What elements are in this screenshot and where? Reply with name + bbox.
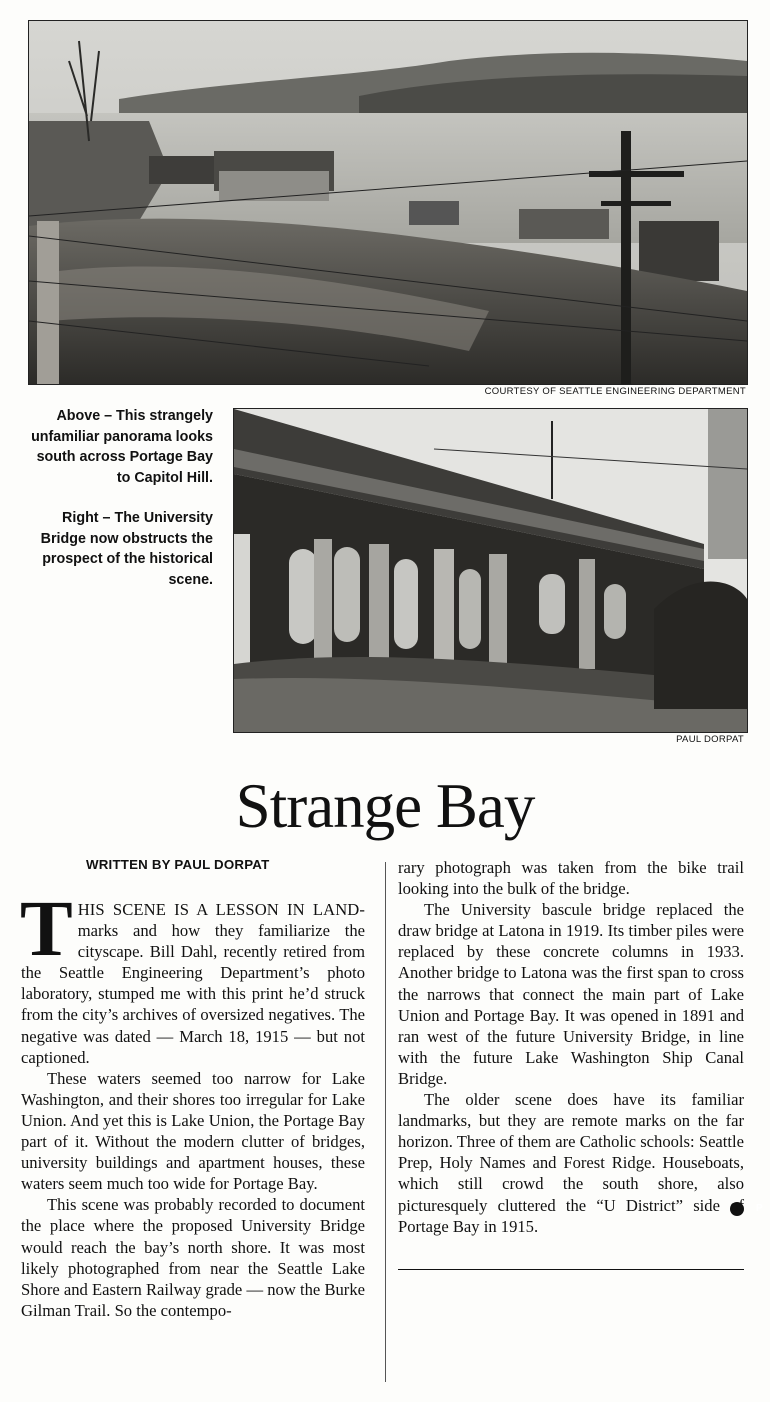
article-paragraph-3: This scene was probably recorded to document the place where the proposed University Bridge would reach the bay’s north shore. It was most likely photographed from near the Seattle Lake Shore and Eastern Railway grade — now the Burke Gilman Trail. So the contempo- [21, 1195, 365, 1320]
article-column-1 [20, 886, 365, 1321]
end-mark-icon: P [730, 1202, 744, 1216]
contemporary-photo-university-bridge [233, 408, 748, 733]
article-paragraph-1 [20, 886, 365, 1068]
column-divider [385, 862, 386, 1382]
photo-caption [28, 406, 213, 610]
article-column-2 [398, 857, 763, 1237]
historical-photo-portage-bay [28, 20, 748, 385]
photo-credit-historical: COURTESY OF SEATTLE ENGINEERING DEPARTMENT [484, 386, 746, 397]
lead-in-caps: HIS SCENE IS A LESSON IN LAND- [77, 900, 365, 919]
caption-right: Right – The University Bridge now obstructs the prospect of the historical scene. [40, 510, 213, 588]
caption-above: Above – This strangely unfamiliar panorama looks south across Portage Bay to Capitol Hill. [31, 408, 213, 486]
article-end-rule [398, 1269, 744, 1270]
article-paragraph-3-continued: rary photograph was taken from the bike trail looking into the bulk of the bridge. [398, 858, 744, 899]
drop-cap: T [20, 886, 73, 973]
article-paragraph-2: These waters seemed too narrow for Lake Washington, and their shores too irregular for Lake Union. And yet this is Lake Union, the Portage Bay part of it. Without the modern clutter of bridges, university buildings and apartment houses, these waters seem much too wide for Portage Bay. [21, 1068, 365, 1194]
article-paragraph-5 [398, 1089, 763, 1237]
photo-credit-contemporary: PAUL DORPAT [676, 734, 744, 745]
paragraph-1-text: marks and how they familiarize the cityscape. Bill Dahl, recently retired from the Seattle Engineering Department’s photo laboratory, stumped me with this print he’d struck from the city’s archives of oversized negatives. The negative was dated — March 18, 1915 — but not captioned. [21, 921, 365, 1067]
byline: WRITTEN BY PAUL DORPAT [86, 857, 270, 872]
article-headline: Strange Bay [235, 771, 535, 841]
article-paragraph-4: The University bascule bridge replaced the draw bridge at Latona in 1919. Its timber piles were replaced by these concrete columns in 1933. Another bridge to Latona was the first span to cross the narrows that connect the main part of Lake Union and Portage Bay. It was opened in 1891 and ran west of the future University Bridge, in line with the future Lake Washington Ship Canal Bridge. [398, 900, 744, 1088]
paragraph-5-text: The older scene does have its familiar landmarks, but they are remote marks on the far horizon. Three of them are Catholic schools: Seattle Prep, Holy Names and Forest Ridge. Houseboats, which still crowd the south shore, also picturesquely cluttered the “U District” side of Portage Bay in 1915. [398, 1090, 744, 1236]
